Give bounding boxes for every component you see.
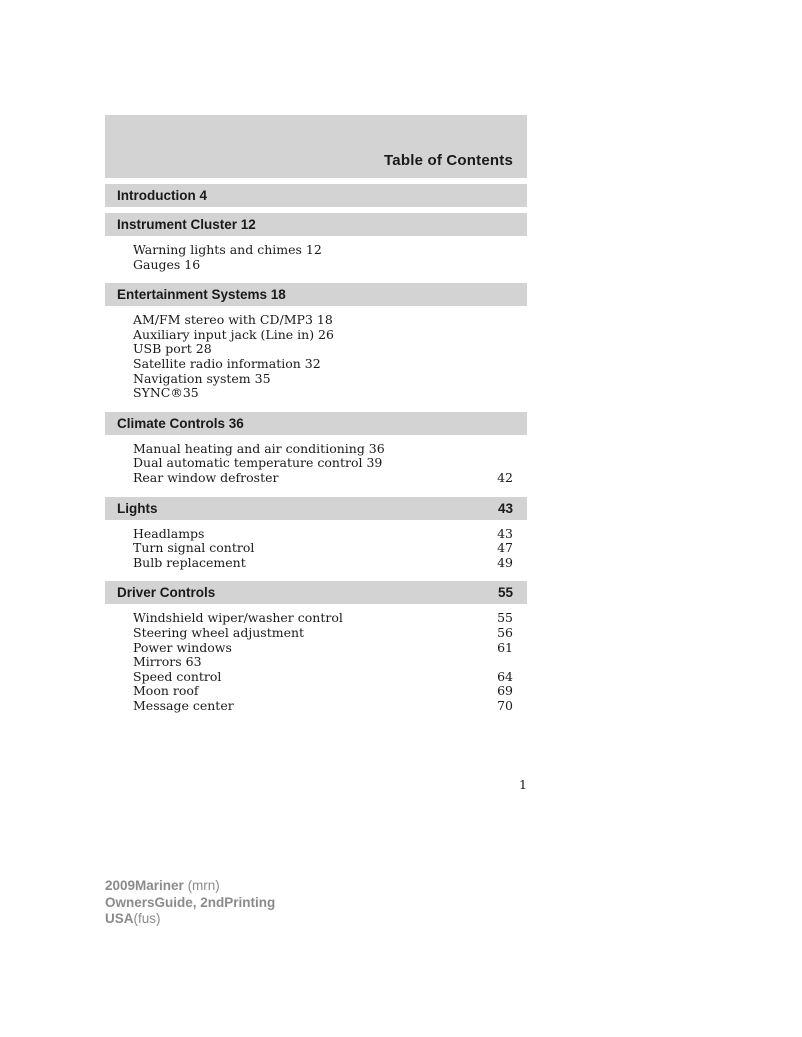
toc-item-page: 47: [497, 540, 513, 556]
toc-item-label: USB port 28: [133, 341, 212, 357]
toc-item-label: Speed control: [133, 668, 222, 684]
footer-model: 2009Mariner: [105, 878, 184, 893]
section-header: [105, 581, 527, 604]
toc-item: [133, 442, 513, 457]
toc-item-page: 70: [497, 697, 513, 713]
toc-header-bar: [105, 115, 527, 178]
toc-item-page: 42: [497, 469, 513, 485]
toc-item-page: 43: [497, 525, 513, 541]
toc-item-page: 49: [497, 554, 513, 570]
toc-item: [133, 641, 513, 656]
section-items: [105, 306, 527, 406]
footer-market: USA: [105, 911, 134, 926]
toc-item: [133, 699, 513, 714]
publication-footer: [105, 878, 275, 928]
section-header: [105, 184, 527, 207]
section-page-number: 43: [497, 500, 513, 516]
footer-guide: OwnersGuide, 2ndPrinting: [105, 894, 276, 910]
toc-item-label: Power windows: [133, 639, 232, 655]
toc-item-label: Bulb replacement: [133, 554, 246, 570]
toc-title: Table of Contents: [384, 152, 513, 169]
toc-item-label: Moon roof: [133, 683, 199, 699]
section-title: Instrument Cluster 12: [117, 217, 256, 232]
section-header: [105, 412, 527, 435]
toc-item-label: Turn signal control: [133, 540, 255, 556]
toc-item-label: Warning lights and chimes 12: [133, 242, 322, 257]
toc-item: [133, 372, 513, 387]
toc-item: [133, 670, 513, 685]
toc-item-page: 56: [497, 624, 513, 640]
toc-sections: [105, 184, 527, 718]
toc-item: [133, 541, 513, 556]
section-items: [105, 604, 527, 718]
toc-item-page: 69: [497, 683, 513, 699]
section-items: [105, 435, 527, 491]
toc-item-label: Dual automatic temperature control 39: [133, 455, 383, 471]
toc-item: [133, 626, 513, 641]
toc-item-label: Headlamps: [133, 525, 205, 541]
section-title: Climate Controls 36: [117, 415, 244, 431]
section-header: [105, 283, 527, 306]
section-title: Lights: [117, 500, 158, 516]
toc-item: [133, 471, 513, 486]
toc-item: [133, 527, 513, 542]
toc-item: [133, 243, 513, 258]
section-title: Driver Controls: [117, 585, 216, 601]
footer-line-2: [105, 895, 275, 912]
section-page-number: 55: [497, 585, 513, 601]
toc-item-label: Navigation system 35: [133, 370, 271, 386]
table-of-contents: [105, 115, 527, 718]
toc-item: [133, 313, 513, 328]
toc-item-label: AM/FM stereo with CD/MP3 18: [133, 312, 333, 328]
toc-item-label: Steering wheel adjustment: [133, 624, 305, 640]
section-title: Introduction 4: [117, 188, 207, 203]
toc-item: [133, 556, 513, 571]
toc-item-label: Auxiliary input jack (Line in) 26: [133, 326, 334, 342]
toc-item-page: 55: [497, 610, 513, 626]
footer-market-code: (fus): [133, 911, 161, 926]
toc-item: [133, 342, 513, 357]
toc-item-page: 61: [497, 639, 513, 655]
toc-item: [133, 357, 513, 372]
section-title: Entertainment Systems 18: [117, 287, 286, 303]
toc-item-label: Message center: [133, 697, 234, 713]
toc-item-label: Gauges 16: [133, 256, 201, 272]
toc-item: [133, 611, 513, 626]
footer-line-3: [105, 911, 275, 928]
toc-item-label: Satellite radio information 32: [133, 355, 321, 371]
section-header: [105, 213, 527, 236]
page-number: 1: [519, 777, 527, 792]
toc-item-page: 64: [497, 668, 513, 684]
toc-item-label: Manual heating and air conditioning 36: [133, 440, 385, 456]
footer-model-code: (mrn): [183, 878, 220, 893]
toc-item: [133, 386, 513, 401]
toc-item-label: Rear window defroster: [133, 469, 279, 485]
toc-item-label: Windshield wiper/washer control: [133, 610, 343, 626]
footer-line-1: [105, 878, 275, 895]
toc-item-label: SYNC®35: [133, 385, 199, 401]
toc-item: [133, 456, 513, 471]
toc-item: [133, 684, 513, 699]
section-items: [105, 520, 527, 576]
section-header: [105, 497, 527, 520]
section-items: [105, 236, 527, 277]
toc-item: [133, 328, 513, 343]
toc-item: [133, 655, 513, 670]
toc-item: [133, 258, 513, 273]
toc-item-label: Mirrors 63: [133, 654, 202, 670]
